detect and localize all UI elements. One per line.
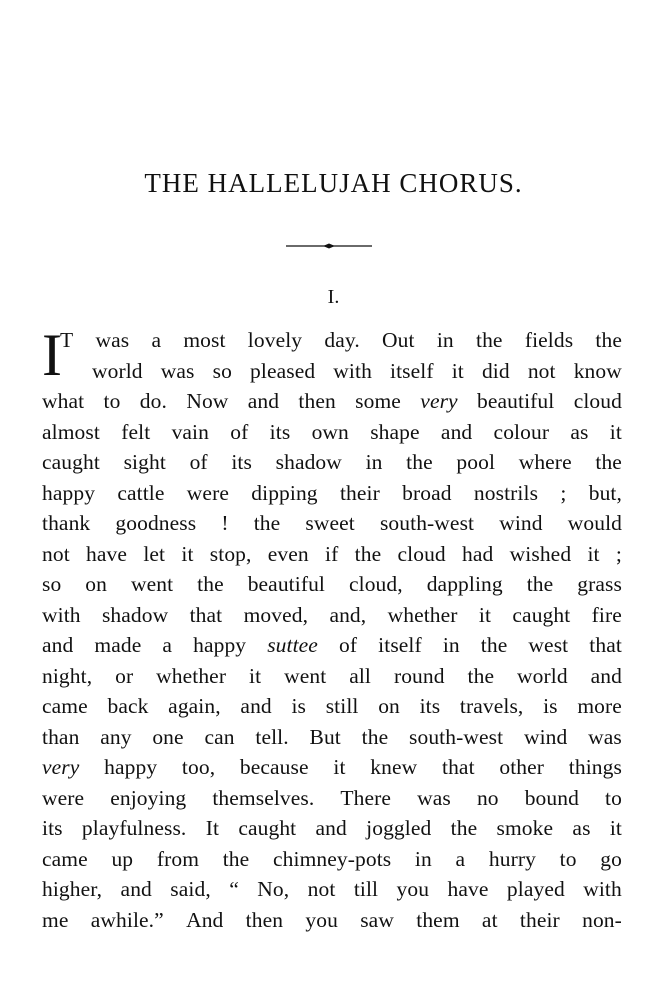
word: stop, <box>209 541 252 566</box>
word: played <box>506 877 565 901</box>
word: and <box>120 877 152 901</box>
text-line <box>42 874 622 905</box>
word: But <box>309 724 341 749</box>
word: as <box>572 816 591 840</box>
text-line <box>42 630 622 661</box>
text-line <box>42 813 622 844</box>
word: that <box>442 755 475 779</box>
word: “ <box>229 877 239 901</box>
word: have <box>447 877 489 901</box>
word: other <box>499 755 545 779</box>
word: were <box>186 480 229 505</box>
word: go <box>600 846 622 871</box>
word: and <box>440 419 473 444</box>
word: caught <box>512 602 571 627</box>
word: things <box>568 755 622 779</box>
word: of <box>189 450 208 474</box>
word: itself <box>390 358 434 383</box>
word: not <box>42 541 70 566</box>
word: and <box>240 694 272 718</box>
word: is <box>543 694 558 718</box>
text-line <box>42 691 622 722</box>
word: joggled <box>366 816 432 840</box>
word: moved, <box>243 602 309 627</box>
word: would <box>567 511 622 535</box>
word: enjoying <box>110 785 187 810</box>
word: world <box>517 663 568 688</box>
word: or <box>115 663 134 688</box>
word: tell. <box>255 724 289 749</box>
word: beautiful <box>477 389 555 413</box>
word: from <box>156 846 200 871</box>
word: its <box>231 450 252 474</box>
word: still <box>325 694 359 718</box>
word: have <box>86 541 128 566</box>
word: you <box>305 907 338 932</box>
word: the <box>222 846 250 871</box>
text-line <box>42 356 622 387</box>
word: them <box>416 907 460 932</box>
word: because <box>239 755 309 779</box>
word: with <box>333 358 372 383</box>
word: the <box>450 816 478 840</box>
word: then <box>245 907 284 932</box>
word: hurry <box>488 846 536 871</box>
word: went <box>130 572 174 596</box>
word: dappling <box>426 572 503 596</box>
word: There <box>340 785 392 810</box>
word: was <box>160 358 195 383</box>
word: than <box>42 724 80 749</box>
word: happy <box>104 755 158 779</box>
word: wind <box>523 724 568 749</box>
word: playfulness. <box>81 816 187 840</box>
word: with <box>583 877 622 901</box>
word: whether <box>156 663 227 688</box>
text-line <box>42 447 622 478</box>
text-line <box>42 386 622 417</box>
word: whether <box>387 602 458 627</box>
word: non- <box>582 907 622 932</box>
word: and <box>42 633 74 657</box>
word: in <box>436 328 454 352</box>
word: shadow <box>275 450 342 474</box>
word: vain <box>171 419 209 444</box>
word: the <box>354 541 382 566</box>
word: the <box>595 450 622 474</box>
word: of <box>339 633 358 657</box>
word: of <box>230 419 249 444</box>
word: And <box>186 907 224 932</box>
word: it <box>609 816 622 840</box>
word: it <box>478 602 492 627</box>
word: its <box>269 419 291 444</box>
word: is <box>291 694 307 718</box>
word: let <box>143 541 166 566</box>
word: cloud, <box>348 572 403 596</box>
word: happy <box>42 480 96 505</box>
word: then <box>298 389 336 413</box>
word: fields <box>524 328 574 352</box>
word: cloud <box>573 389 622 413</box>
word: dipping <box>251 480 318 505</box>
word: no <box>476 785 499 810</box>
word: grass <box>577 572 622 596</box>
word: felt <box>121 419 151 444</box>
word: saw <box>360 907 394 932</box>
word: at <box>481 907 498 932</box>
chapter-title: THE HALLELUJAH CHORUS. <box>144 168 523 198</box>
word: No, <box>257 877 290 901</box>
drop-cap: I <box>42 322 62 388</box>
word: world <box>92 358 143 383</box>
word: day. <box>324 328 360 352</box>
word: it <box>451 358 464 383</box>
word: and, <box>329 602 367 627</box>
word: caught <box>42 450 100 474</box>
word: till <box>353 877 379 901</box>
word: that <box>189 602 223 627</box>
word: if <box>325 541 339 566</box>
word: ! <box>221 511 229 535</box>
word: sweet <box>305 511 355 535</box>
word: happy <box>193 633 247 657</box>
word: the <box>467 663 495 688</box>
text-line <box>42 905 622 936</box>
word: on <box>85 572 107 596</box>
word: in <box>442 633 460 657</box>
text-line <box>42 661 622 692</box>
word: the <box>197 572 224 596</box>
word: itself <box>378 633 422 657</box>
text-line <box>42 417 622 448</box>
word: and <box>590 663 622 688</box>
word: ; <box>615 541 622 566</box>
word: a <box>151 328 162 352</box>
word: came <box>42 846 88 871</box>
word: one <box>152 724 184 749</box>
word: sight <box>123 450 166 474</box>
text-line <box>42 722 622 753</box>
word: awhile.” <box>90 907 164 932</box>
word: shadow <box>101 602 169 627</box>
word: you <box>396 877 430 901</box>
word: me <box>42 907 69 932</box>
word: pool <box>456 450 496 474</box>
word: most <box>183 328 226 352</box>
word: a <box>455 846 466 871</box>
word: did <box>481 358 510 383</box>
word: was <box>417 785 451 810</box>
word: in <box>365 450 383 474</box>
text-line <box>42 600 622 631</box>
word: beautiful <box>247 572 326 596</box>
word: it <box>333 755 346 779</box>
word: lovely <box>247 328 303 352</box>
word: again, <box>168 694 221 718</box>
word: It <box>205 816 220 840</box>
section-number: I. <box>327 286 340 308</box>
word: west <box>528 633 569 657</box>
word: almost <box>42 419 100 444</box>
word: in <box>414 846 432 871</box>
word: their <box>519 907 560 932</box>
word: it <box>609 419 622 444</box>
word: wished <box>509 541 572 566</box>
word: not <box>307 877 336 901</box>
word: where <box>518 450 572 474</box>
word: nostrils <box>473 480 539 505</box>
word: so <box>212 358 232 383</box>
word: even <box>267 541 309 566</box>
word: went <box>284 663 327 688</box>
word: south-west <box>409 724 504 749</box>
word: very <box>42 755 80 779</box>
word: to <box>559 846 577 871</box>
word: own <box>311 419 349 444</box>
word: it <box>181 541 194 566</box>
word: the <box>253 511 281 535</box>
word: all <box>349 663 372 688</box>
word: very <box>420 389 458 413</box>
word: its <box>419 694 441 718</box>
ornament-divider <box>284 238 374 254</box>
word: some <box>355 389 401 413</box>
word: and <box>247 389 280 413</box>
word: the <box>595 328 622 352</box>
word: goodness <box>115 511 197 535</box>
word: came <box>42 694 88 718</box>
word: wind <box>499 511 543 535</box>
word: T <box>60 328 74 352</box>
word: on <box>378 694 400 718</box>
word: said, <box>170 877 211 901</box>
word: colour <box>493 419 550 444</box>
word: can <box>204 724 235 749</box>
word: was <box>588 724 622 749</box>
word: round <box>393 663 445 688</box>
text-line <box>42 478 622 509</box>
word: chimney-pots <box>273 846 392 871</box>
word: suttee <box>267 633 318 657</box>
word: the <box>480 633 508 657</box>
word: was <box>95 328 130 352</box>
word: the <box>526 572 554 596</box>
word: knew <box>370 755 418 779</box>
word: made <box>94 633 142 657</box>
text-line <box>42 508 622 539</box>
word: it <box>587 541 600 566</box>
word: caught <box>238 816 297 840</box>
word: the <box>361 724 389 749</box>
word: and <box>315 816 347 840</box>
word: the <box>476 328 503 352</box>
word: ; <box>560 480 567 505</box>
word: their <box>339 480 380 505</box>
word: to <box>103 389 121 413</box>
text-line <box>42 752 622 783</box>
word: as <box>570 419 589 444</box>
text-line <box>42 569 622 600</box>
word: themselves. <box>212 785 315 810</box>
word: higher, <box>42 877 103 901</box>
word: with <box>42 602 81 627</box>
text-line <box>42 325 622 356</box>
word: back <box>107 694 149 718</box>
body-text <box>42 322 622 935</box>
word: bound <box>524 785 579 810</box>
word: but, <box>588 480 622 505</box>
word: the <box>406 450 433 474</box>
word: too, <box>181 755 216 779</box>
word: a <box>162 633 173 657</box>
word: more <box>577 694 622 718</box>
word: to <box>605 785 622 810</box>
text-line <box>42 844 622 875</box>
word: any <box>100 724 132 749</box>
word: cattle <box>117 480 165 505</box>
text-line <box>42 783 622 814</box>
word: Out <box>382 328 415 352</box>
word: had <box>462 541 494 566</box>
word: it <box>249 663 262 688</box>
word: not <box>527 358 556 383</box>
word: so <box>42 572 62 596</box>
word: night, <box>42 663 93 688</box>
word: do. <box>139 389 167 413</box>
word: Now <box>186 389 229 413</box>
word: its <box>42 816 63 840</box>
word: broad <box>402 480 452 505</box>
word: shape <box>370 419 420 444</box>
word: were <box>42 785 85 810</box>
word: south-west <box>379 511 475 535</box>
word: cloud <box>397 541 446 566</box>
word: smoke <box>496 816 554 840</box>
word: know <box>573 358 622 383</box>
word: that <box>589 633 622 657</box>
word: travels, <box>459 694 524 718</box>
word: thank <box>42 511 91 535</box>
text-line <box>42 539 622 570</box>
word: up <box>111 846 134 871</box>
word: fire <box>591 602 622 627</box>
word: pleased <box>250 358 316 383</box>
word: what <box>42 389 85 413</box>
